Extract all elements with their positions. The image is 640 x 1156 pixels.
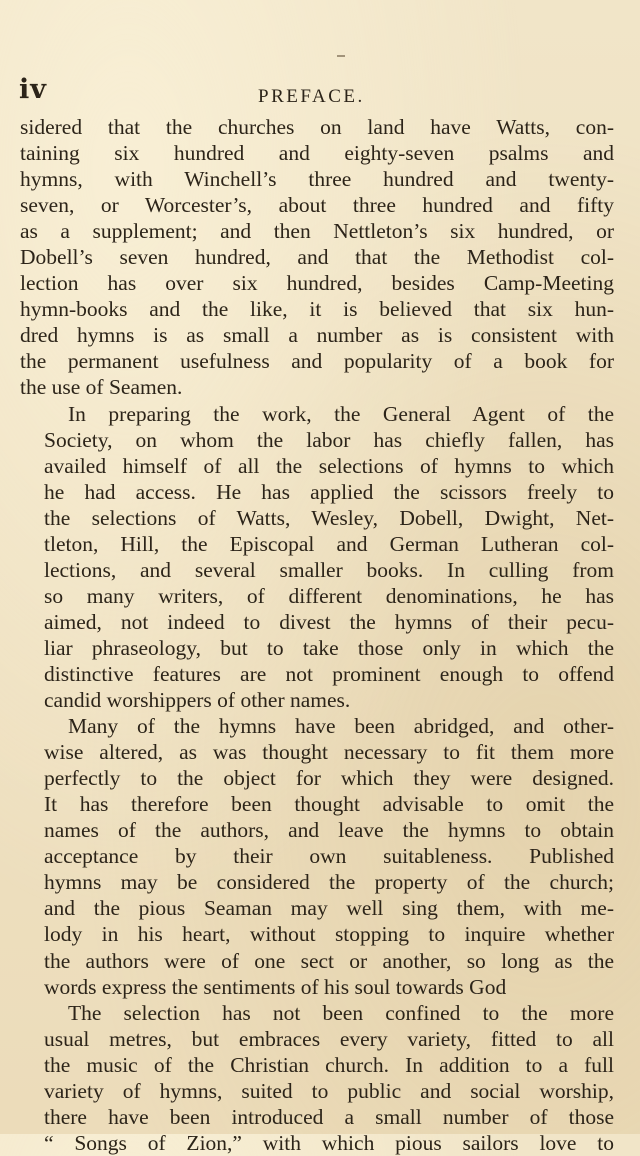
text-line: It has therefore been thought advisable to omit the xyxy=(44,792,614,817)
text-line: liar phraseology, but to take those only in which the xyxy=(44,635,614,660)
text-line: dred hymns is as small a number as is consistent with xyxy=(20,323,614,348)
text-line: variety of hymns, suited to public and social worship, xyxy=(44,1078,614,1103)
text-line: seven, or Worcester’s, about three hundred and fifty xyxy=(20,193,614,218)
text-line: as a supplement; and then Nettleton’s six hundred, or xyxy=(20,219,614,244)
text-line: words express the sentiments of his soul towards God xyxy=(44,974,507,999)
text-line: there have been introduced a small number of those xyxy=(44,1104,614,1129)
text-line: hymn-books and the like, it is believed that six hun- xyxy=(20,297,614,322)
text-line: Many of the hymns have been abridged, and other- xyxy=(68,714,614,739)
text-line: lody in his heart, without stopping to inquire whether xyxy=(44,922,614,947)
printer-mark xyxy=(337,55,345,57)
text-line: and the pious Seaman may well sing them, with me- xyxy=(44,896,614,921)
text-line: “ Songs of Zion,” with which pious sailors love to xyxy=(44,1130,614,1155)
text-line: sidered that the churches on land have Watts, con- xyxy=(20,115,614,139)
text-line: In preparing the work, the General Agent of the xyxy=(68,401,614,426)
text-line: distinctive features are not prominent enough to offend xyxy=(44,661,614,686)
text-line: availed himself of all the selections of hymns to which xyxy=(44,453,614,478)
text-line: he had access. He has applied the scissors freely to xyxy=(44,479,614,504)
text-line: Society, on whom the labor has chiefly fallen, has xyxy=(44,427,614,452)
text-line: taining six hundred and eighty-seven psalms and xyxy=(20,141,614,166)
paragraph-1 xyxy=(20,114,614,401)
paragraph-3 xyxy=(20,713,614,1000)
text-line: so many writers, of different denominations, he has xyxy=(44,583,614,608)
text-line: the music of the Christian church. In addition to a full xyxy=(44,1052,614,1077)
text-line: lection has over six hundred, besides Camp-Meeting xyxy=(20,271,614,296)
text-line: aimed, not indeed to divest the hymns of their pecu- xyxy=(44,609,614,634)
text-line: the selections of Watts, Wesley, Dobell, Dwight, Net- xyxy=(44,505,614,530)
text-line: the authors were of one sect or another, so long as the xyxy=(44,948,614,973)
page-number: iv xyxy=(19,74,47,105)
text-line: the use of Seamen. xyxy=(20,375,183,400)
paragraph-4 xyxy=(20,1000,614,1156)
text-line: hymns may be considered the property of the church; xyxy=(44,870,614,895)
text-line: lections, and several smaller books. In culling from xyxy=(44,557,614,582)
preface-body xyxy=(20,114,614,1156)
paragraph-2 xyxy=(20,401,614,714)
text-line: hymns, with Winchell’s three hundred and twenty- xyxy=(20,167,614,192)
text-line: the permanent usefulness and popularity of a book for xyxy=(20,349,614,374)
text-line: candid worshippers of other names. xyxy=(44,688,351,713)
text-line: Dobell’s seven hundred, and that the Methodist col- xyxy=(20,245,614,270)
text-line: wise altered, as was thought necessary to fit them more xyxy=(44,740,614,765)
text-line: tleton, Hill, the Episcopal and German Lutheran col- xyxy=(44,531,614,556)
text-line: The selection has not been confined to the more xyxy=(68,1000,614,1025)
text-line: names of the authors, and leave the hymns to obtain xyxy=(44,818,614,843)
text-line: usual metres, but embraces every variety, fitted to all xyxy=(44,1026,614,1051)
text-line: perfectly to the object for which they were designed. xyxy=(44,766,614,791)
running-head: PREFACE. xyxy=(258,86,365,107)
text-line: acceptance by their own suitableness. Published xyxy=(44,844,614,869)
